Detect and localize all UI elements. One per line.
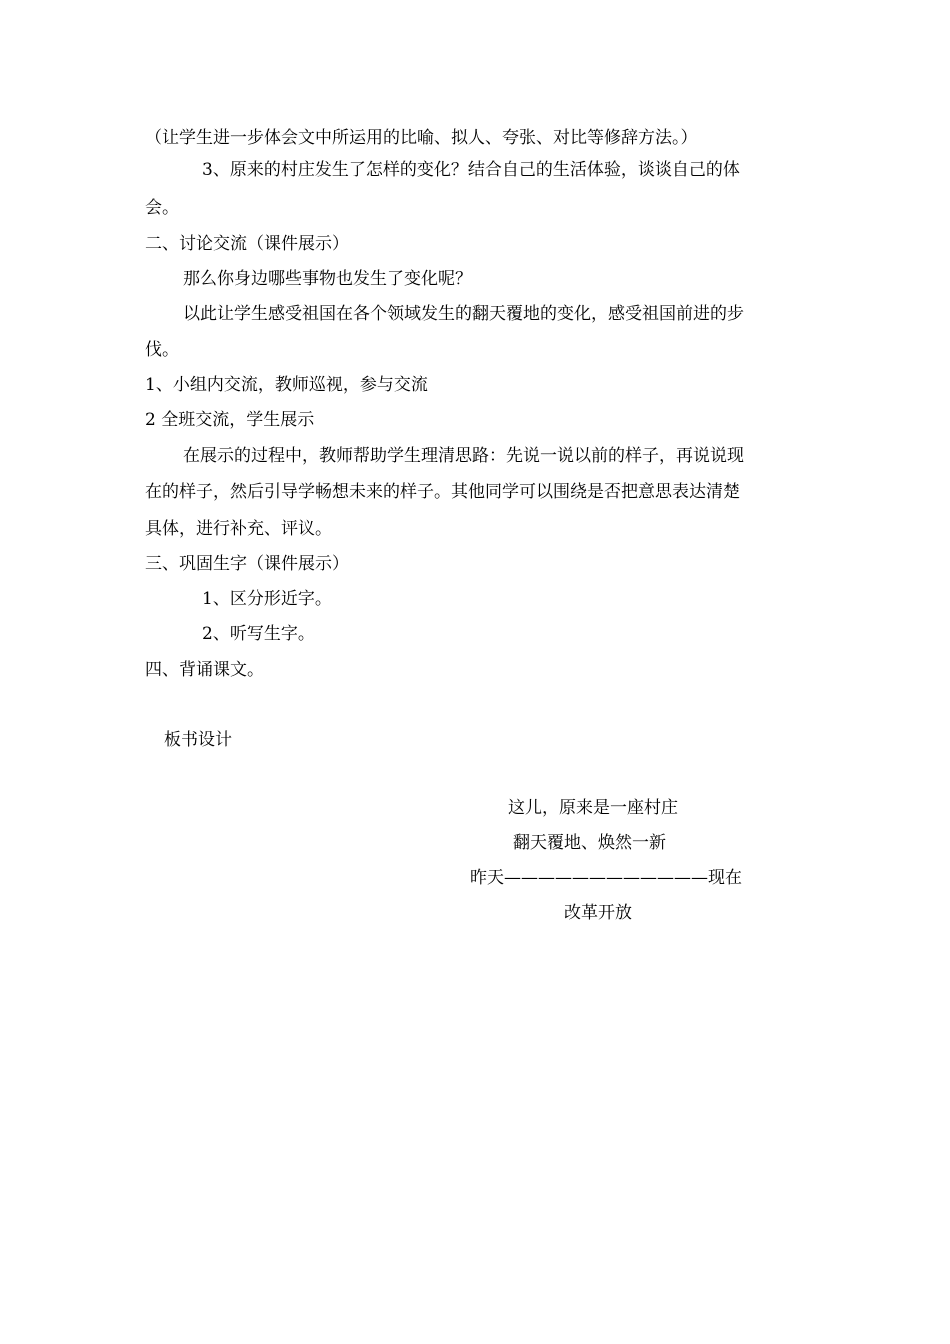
text-line-prompt: 那么你身边哪些事物也发生了变化呢？ (183, 269, 472, 289)
text-line-guidance-cont-2: 具体，进行补充、评议。 (145, 519, 332, 539)
board-line-4: 改革开放 (564, 903, 632, 923)
board-line-2: 翻天覆地、焕然一新 (513, 833, 666, 853)
section-heading-discussion: 二、讨论交流（课件展示） (145, 234, 349, 254)
list-item-class-discussion: 2 全班交流，学生展示 (145, 410, 315, 430)
list-item-group-discussion: 1、小组内交流，教师巡视，参与交流 (145, 375, 428, 395)
text-line-guidance: 在展示的过程中，教师帮助学生理清思路：先说一说以前的样子，再说说现 (183, 446, 744, 466)
text-line-question-3-cont: 会。 (145, 198, 179, 218)
list-item-similar-characters: 1、区分形近字。 (202, 589, 332, 609)
text-line-rhetoric-note: （让学生进一步体会文中所运用的比喻、拟人、夸张、对比等修辞方法。） (145, 128, 698, 148)
board-line-3: 昨天————————————现在 (470, 868, 742, 888)
board-line-1: 这儿，原来是一座村庄 (508, 798, 678, 818)
list-item-dictation: 2、听写生字。 (202, 624, 315, 644)
section-heading-board-design: 板书设计 (164, 730, 232, 750)
text-line-purpose: 以此让学生感受祖国在各个领域发生的翻天覆地的变化，感受祖国前进的步 (183, 304, 744, 324)
text-line-purpose-cont: 伐。 (145, 340, 179, 360)
text-line-guidance-cont-1: 在的样子，然后引导学畅想未来的样子。其他同学可以围绕是否把意思表达清楚 (145, 482, 740, 502)
section-heading-characters: 三、巩固生字（课件展示） (145, 554, 349, 574)
section-heading-recite: 四、背诵课文。 (145, 660, 264, 680)
text-line-question-3: 3、原来的村庄发生了怎样的变化？结合自己的生活体验，谈谈自己的体 (202, 160, 740, 180)
